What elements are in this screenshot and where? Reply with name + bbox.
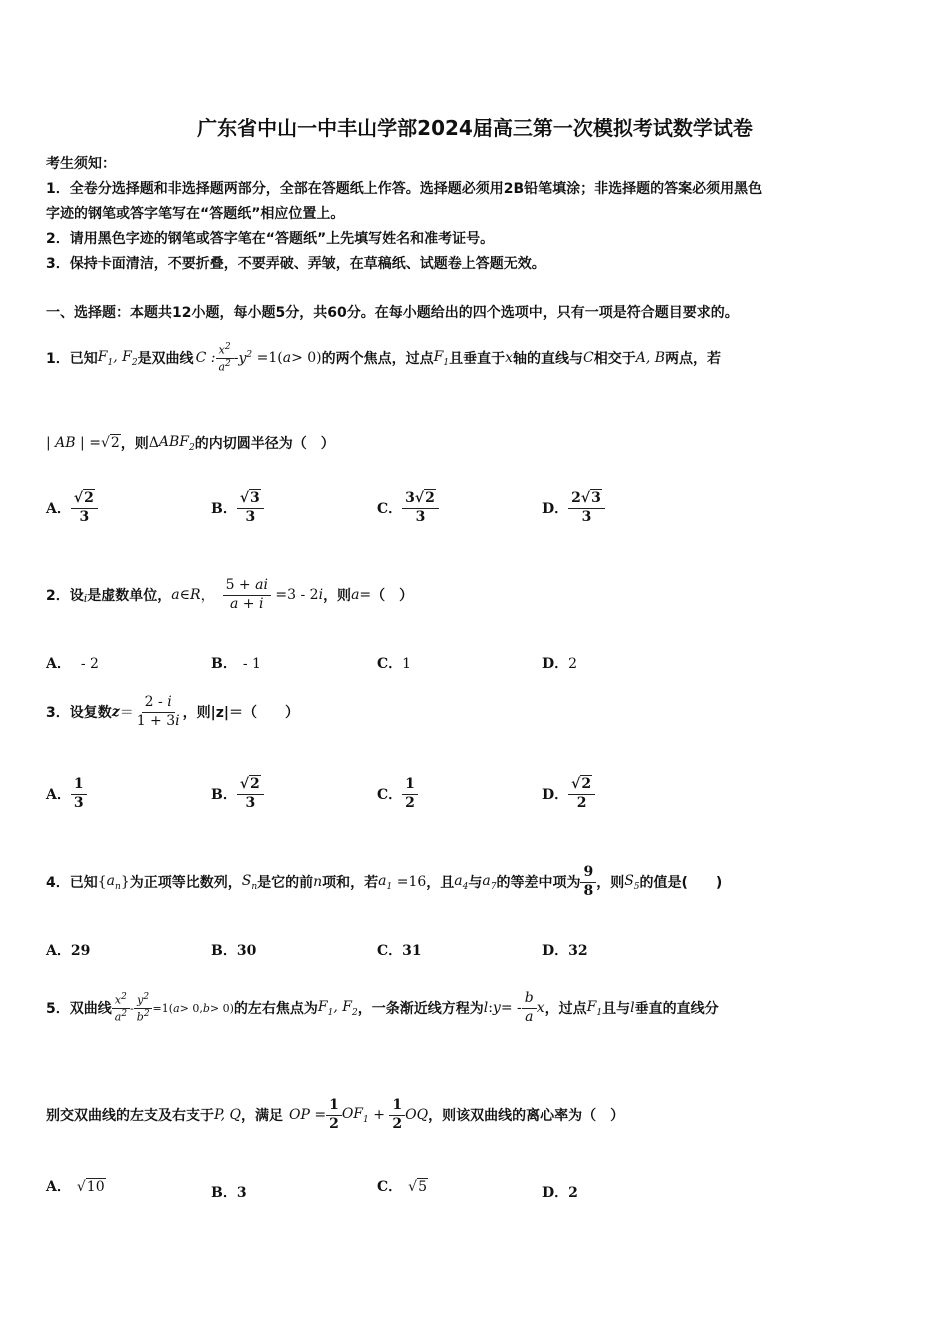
- q3-option-c[interactable]: C． $\frac{1}{2}$: [377, 776, 418, 812]
- question-3: 3．设复数 z ＝ $\frac{2 - i}{1 + 3i}$ ，则|z|＝（ ）: [46, 694, 300, 729]
- q2-option-c[interactable]: C．1: [377, 656, 412, 672]
- q4-option-d[interactable]: D．32: [542, 943, 588, 959]
- q1-option-a[interactable]: A． $\frac{√2}{3}$: [46, 490, 98, 526]
- q4-option-b[interactable]: B．30: [211, 943, 257, 959]
- q1-option-c[interactable]: C． $\frac{3√2}{3}$: [377, 490, 439, 526]
- notice-heading: 考生须知：: [46, 156, 116, 172]
- q3-option-a[interactable]: A． $\frac{1}{3}$: [46, 776, 87, 812]
- q5-option-a[interactable]: A． √10: [46, 1179, 105, 1195]
- q2-option-b[interactable]: B． - 1: [211, 656, 261, 672]
- section-heading: 一、选择题：本题共12小题，每小题5分，共60分。在每小题给出的四个选项中，只有一项是符合题目要求的。: [46, 305, 739, 321]
- q2-option-d[interactable]: D．2: [542, 656, 578, 672]
- q3-option-d[interactable]: D． $\frac{√2}{2}$: [542, 776, 595, 812]
- question-1-line-2: | AB | = √2 ，则 Δ $ABF_2$ 的内切圆半径为（ ）: [46, 433, 335, 453]
- q1-option-b[interactable]: B． $\frac{√3}{3}$: [211, 490, 264, 526]
- question-4: 4．已知 { $a_n$ } 为正项等比数列， $S_n$ 是它的前 n 项和，若 $a_1$ =16 ，且 $a_4$ 与 $a_7$ 的等差中项为 $\frac{9}{8}$ ，则 $S_5$ 的值是( ): [46, 864, 723, 899]
- q1-option-d[interactable]: D． $\frac{2√3}{3}$: [542, 490, 605, 526]
- q4-option-c[interactable]: C．31: [377, 943, 422, 959]
- q2-option-a[interactable]: A． - 2: [46, 656, 99, 672]
- q5-option-c[interactable]: C． √5: [377, 1179, 427, 1195]
- question-2: 2．设 i 是虚数单位， a ∈ R ， $\frac{5 + ai}{a + i}$ =3 - 2 i ，则 a = （ ）: [46, 577, 414, 612]
- notice-line-2: 2．请用黑色字迹的钢笔或答字笔在“答题纸”上先填写姓名和准考证号。: [46, 231, 495, 247]
- question-5-line-1: 5．双曲线 $\frac{x^2}{a^2}$ - $\frac{y^2}{b^2}$ =1( a > 0, b > 0) 的左右焦点为 $F_1$, $F_2$ ，一条渐近线方程为 l : y = - $\frac{b}{a}$ x ，过点 $F_1$ 且与 l 垂直的直线分: [46, 990, 719, 1025]
- q4-option-a[interactable]: A．29: [46, 943, 91, 959]
- q5-option-b[interactable]: B．3: [211, 1185, 247, 1201]
- q3-option-b[interactable]: B． $\frac{√2}{3}$: [211, 776, 264, 812]
- question-1-line-1: 1．已知 $F_1$, $F_2$ 是双曲线 C : $\frac{x^2}{a^2}$ - $y^2$ =1( a > 0) 的两个焦点，过点 $F_1$ 且垂直于 x 轴的直线与 C 相交于 A, B 两点，若: [46, 342, 722, 374]
- q5-option-d[interactable]: D．2: [542, 1185, 578, 1201]
- notice-line-1b: 字迹的钢笔或答字笔写在“答题纸”相应位置上。: [46, 206, 345, 222]
- question-5-line-2: 别交双曲线的左支及右支于 P, Q ，满足 OP = $\frac{1}{2}$ $OF_1$ + $\frac{1}{2}$ OQ ，则该双曲线的离心率为（ ）: [46, 1097, 625, 1132]
- notice-line-1: 1．全卷分选择题和非选择题两部分，全部在答题纸上作答。选择题必须用2B铅笔填涂；非选择题的答案必须用黑色: [46, 181, 763, 197]
- page-title: 广东省中山一中丰山学部2024届高三第一次模拟考试数学试卷: [197, 116, 753, 140]
- notice-line-3: 3．保持卡面清洁，不要折叠，不要弄破、弄皱，在草稿纸、试题卷上答题无效。: [46, 256, 546, 272]
